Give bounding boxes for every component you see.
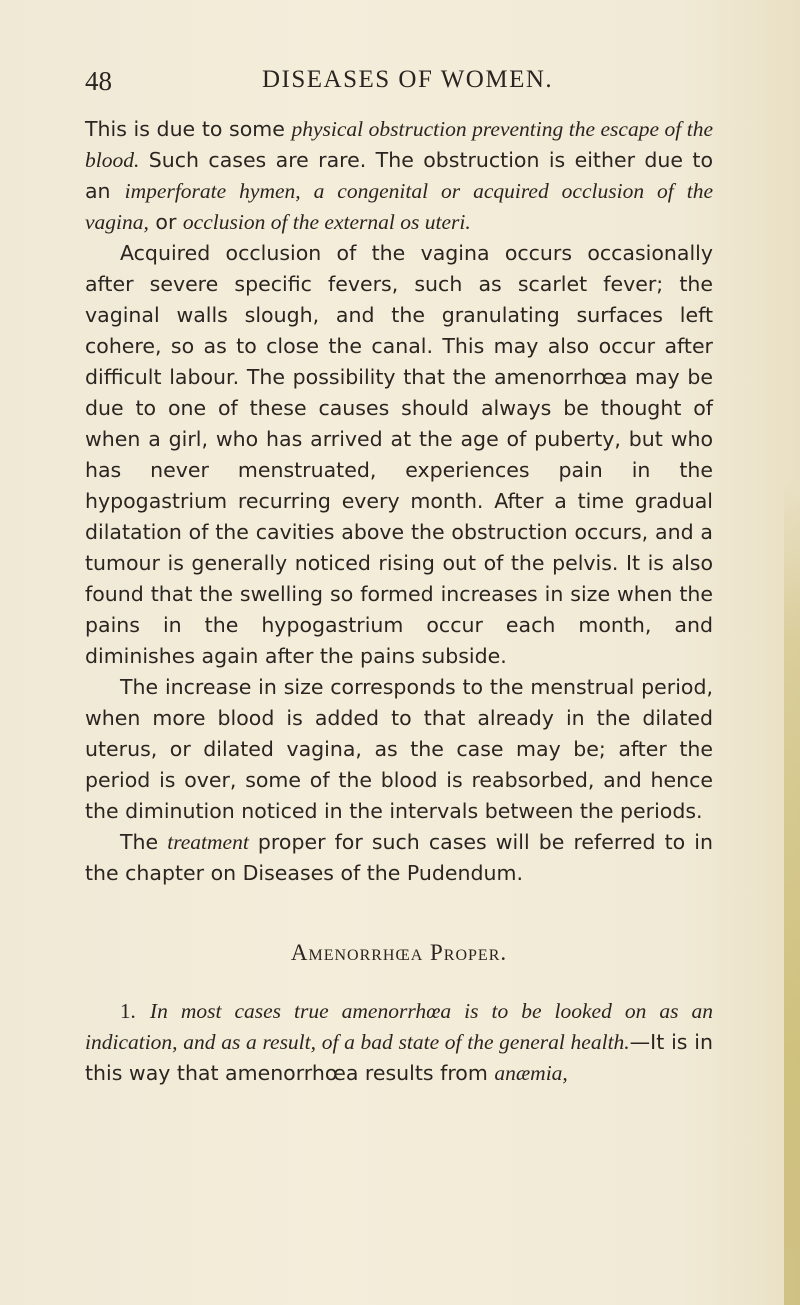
paragraph-size-increase: The increase in size corresponds to the menstrual period, when more blood is added to that already in the dilated uterus, or dilated vagina, as the case may be; after the period is over, some of the blood is reabsorbed, and hence the diminution noticed in the intervals between the periods. <box>85 675 713 823</box>
running-title: DISEASES OF WOMEN. <box>262 66 554 93</box>
italic-phrase: anæmia, <box>494 1061 568 1085</box>
body-text <box>85 114 713 1089</box>
running-head <box>0 64 800 104</box>
page-edge-stain <box>784 480 800 1305</box>
list-number: 1. <box>120 999 136 1023</box>
italic-phrase: physical obstruction preventing the escape of the blood. <box>85 117 713 172</box>
italic-phrase: treatment <box>167 830 249 854</box>
italic-phrase: imperforate hymen, a congenital or acquired occlusion of the vagina, <box>85 179 713 234</box>
section-heading: Amenorrhœa Proper. <box>290 940 508 965</box>
paragraph-acquired-occlusion: Acquired occlusion of the vagina occurs occasionally after severe specific fevers, such as scarlet fever; the vaginal walls slough, and the granulating surfaces left cohere, so as to close the canal. This may also occur after difficult labour. The possibility that the amenorrhœa may be due to one of these causes should always be thought of when a girl, who has arrived at the age of puberty, but who has never menstruated, experiences pain in the hypogastrium recurring every month. After a time gradual dilatation of the cavities above the obstruction occurs, and a tumour is generally noticed rising out of the pelvis. It is also found that the swelling so formed increases in size when the pains in the hypogastrium occur each month, and diminishes again after the pains subside. <box>85 241 713 668</box>
page-number: 48 <box>85 66 112 96</box>
paragraph-treatment: The treatment proper for such cases will be referred to in the chapter on Diseases of the Pudendum. <box>85 830 713 885</box>
paragraph-obstruction: This is due to some physical obstruction preventing the escape of the blood. Such cases are rare. The obstruction is either due to an imperforate hymen, a congenital or acquired occlusion of the vagina, or occlusion of the external os uteri. <box>85 117 713 234</box>
italic-phrase: In most cases true amenorrhœa is to be looked on as an indication, and as a result, of a bad state of the general health. <box>85 999 713 1054</box>
paragraph-numbered-1: 1. In most cases true amenorrhœa is to be looked on as an indication, and as a result, of a bad state of the general health.—It is in this way that amenorrhœa results from anæmia, <box>85 999 713 1085</box>
italic-phrase: occlusion of the external os uteri. <box>182 210 471 234</box>
